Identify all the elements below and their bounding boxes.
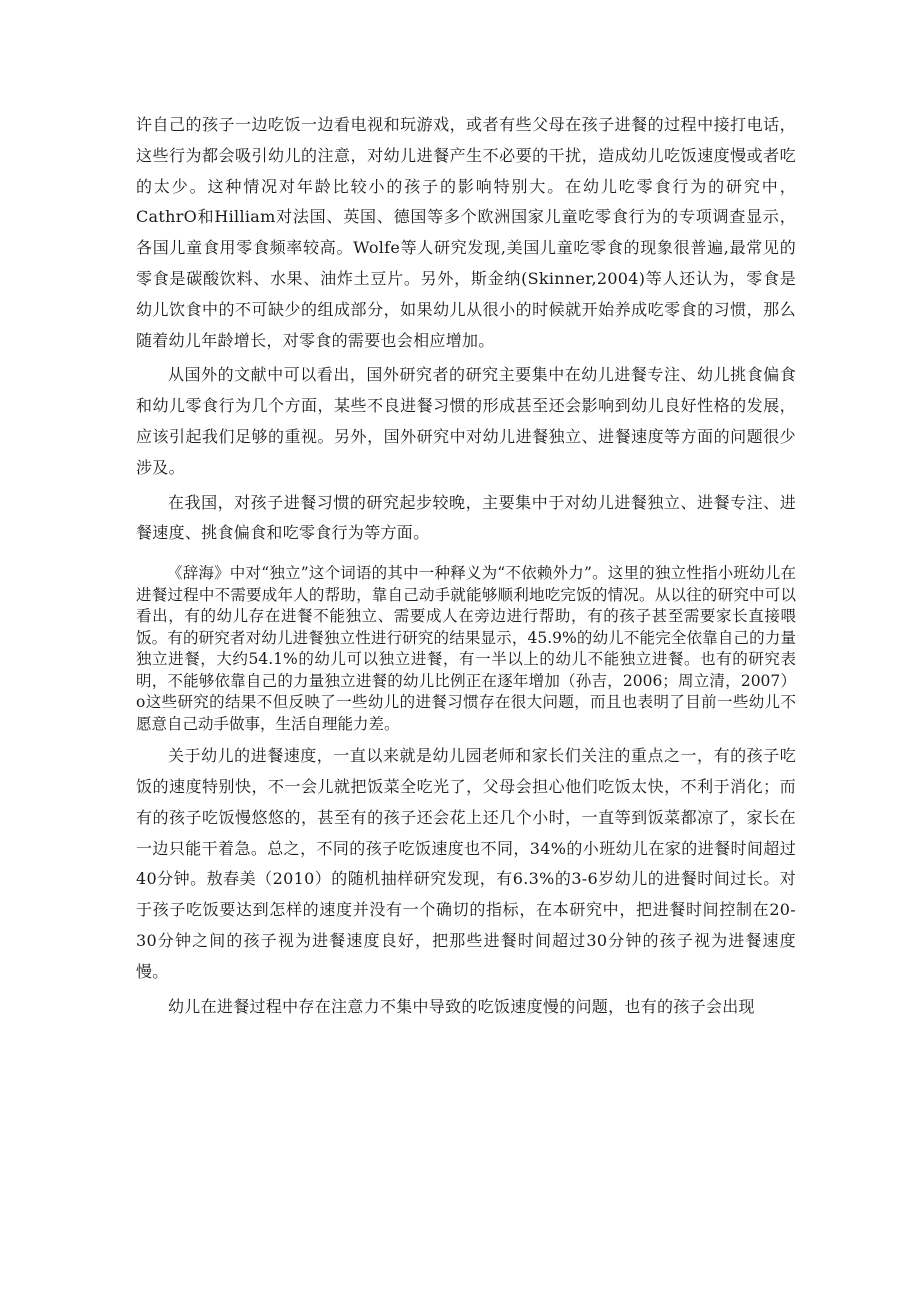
paragraph-independence: 《辞海》中对“独立”这个词语的其中一种释义为“不依赖外力”。这里的独立性指小班幼儿在进餐过程中不需要成年人的帮助，靠自己动手就能够顺利地吃完饭的情况。从以往的研究中可以看出，有的幼儿存在进餐不能独立、需要成人在旁边进行帮助，有的孩子甚至需要家长直接喂饭。有的研究者对幼儿进餐独立性进行研究的结果显示，45.9%的幼儿不能完全依靠自己的力量独立进餐，大约54.1%的幼儿可以独立进餐，有一半以上的幼儿不能独立进餐。也有的研究表明，不能够依靠自己的力量独立进餐的幼儿比例正在逐年增加（孙吉，2006；周立清，2007）o这些研究的结果不但反映了一些幼儿的进餐习惯存在很大问题，而且也表明了目前一些幼儿不愿意自己动手做事，生活自理能力差。 [136,564,796,733]
paragraph-foreign-summary: 从国外的文献中可以看出，国外研究者的研究主要集中在幼儿进餐专注、幼儿挑食偏食和幼儿零食行为几个方面，某些不良进餐习惯的形成甚至还会影响到幼儿良好性格的发展，应该引起我们足够的重视。另外，国外研究中对幼儿进餐独立、进餐速度等方面的问题很少涉及。 [136,365,796,477]
document-page [136,110,796,1022]
paragraph-continued: 许自己的孩子一边吃饭一边看电视和玩游戏，或者有些父母在孩子进餐的过程中接打电话，这些行为都会吸引幼儿的注意，对幼儿进餐产生不必要的干扰，造成幼儿吃饭速度慢或者吃的太少。这种情况对年龄比较小的孩子的影响特别大。在幼儿吃零食行为的研究中，CathrO和Hilliam对法国、英国、德国等多个欧洲国家儿童吃零食行为的专项调查显示，各国儿童食用零食频率较高。Wolfe等人研究发现,美国儿童吃零食的现象很普遍,最常见的零食是碳酸饮料、水果、油炸土豆片。另外，斯金纳(Skinner,2004)等人还认为，零食是幼儿饮食中的不可缺少的组成部分，如果幼儿从很小的时候就开始养成吃零食的习惯，那么随着幼儿年龄增长，对零食的需要也会相应增加。 [136,115,796,350]
paragraph-attention: 幼儿在进餐过程中存在注意力不集中导致的吃饭速度慢的问题，也有的孩子会出现 [168,996,755,1016]
paragraph-eating-speed: 关于幼儿的进餐速度，一直以来就是幼儿园老师和家长们关注的重点之一，有的孩子吃饭的速度特别快，不一会儿就把饭菜全吃光了，父母会担心他们吃饭太快，不利于消化；而有的孩子吃饭慢悠悠的，甚至有的孩子还会花上还几个小时，一直等到饭菜都凉了，家长在一边只能干着急。总之，不同的孩子吃饭速度也不同，34%的小班幼儿在家的进餐时间超过40分钟。敖春美（2010）的随机抽样研究发现，有6.3%的3-6岁幼儿的进餐时间过长。对于孩子吃饭要达到怎样的速度并没有一个确切的指标，在本研究中，把进餐时间控制在20-30分钟之间的孩子视为进餐速度良好，把那些进餐时间超过30分钟的孩子视为进餐速度慢。 [136,746,796,981]
paragraph-domestic-intro: 在我国，对孩子进餐习惯的研究起步较晚，主要集中于对幼儿进餐独立、进餐专注、进餐速度、挑食偏食和吃零食行为等方面。 [136,492,796,543]
